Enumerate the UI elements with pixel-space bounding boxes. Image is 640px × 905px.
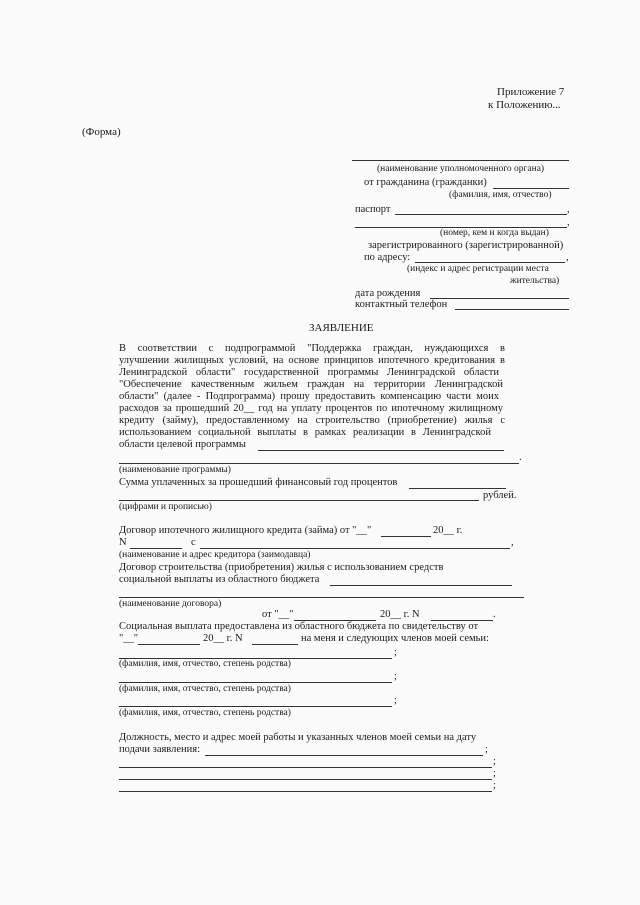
from-citizen-label: от гражданина (гражданки): [364, 177, 487, 188]
passport-field[interactable]: [395, 214, 567, 215]
intro-line: В соответствии с подпрограммой "Поддержка граждан, нуждающихся в: [119, 343, 505, 354]
citizen-name-field[interactable]: [493, 188, 569, 189]
appendix-number: Приложение 7: [497, 86, 565, 98]
work-field[interactable]: [205, 755, 483, 756]
family-member-field[interactable]: [119, 706, 392, 707]
program-period: .: [519, 452, 522, 463]
passport-comma-2: ,: [567, 217, 570, 228]
passport-hint: (номер, кем и когда выдан): [440, 228, 549, 238]
loan-contract-label: Договор ипотечного жилищного кредита (займа) от "__": [119, 525, 372, 536]
construction-contract-label: Договор строительства (приобретения) жилья с использованием средств: [119, 562, 444, 573]
payment-date-open: "__": [119, 633, 139, 644]
family-members-label: на меня и следующих членов моей семьи:: [301, 633, 489, 644]
intro-line: кредиту (займу), предоставленному на строительство (приобретение) жилья с: [119, 415, 505, 426]
work-field[interactable]: [119, 767, 492, 768]
creditor-field[interactable]: [200, 548, 510, 549]
work-label-2: подачи заявления:: [119, 744, 201, 755]
construction-contract-label-2: социальной выплаты из областного бюджета: [119, 574, 320, 585]
work-semicolon: ;: [493, 780, 496, 791]
digits-hint: (цифрами и прописью): [119, 502, 212, 512]
loan-date-field[interactable]: [381, 536, 431, 537]
intro-line: "Обеспечение качественным жильем граждан на территории Ленинградской: [119, 379, 503, 390]
work-semicolon: ;: [493, 768, 496, 779]
birth-date-field[interactable]: [430, 298, 569, 299]
contract-year-label: 20__ г. N: [380, 609, 420, 620]
loan-year-label: 20__ г.: [433, 525, 463, 536]
payment-year-label: 20__ г. N: [203, 633, 243, 644]
family-semicolon: ;: [394, 671, 397, 682]
interest-sum-field-line2[interactable]: [119, 500, 479, 501]
interest-label: Сумма уплаченных за прошедший финансовый год процентов: [119, 477, 398, 488]
phone-field[interactable]: [455, 309, 569, 310]
address-field[interactable]: [415, 262, 565, 263]
intro-line: расходов за прошедший 20__ год на уплату процентов по ипотечному жилищному: [119, 403, 503, 414]
registered-label: зарегистрированного (зарегистрированной): [368, 240, 564, 251]
phone-label: контактный телефон: [355, 299, 448, 310]
document-title: ЗАЯВЛЕНИЕ: [309, 322, 374, 334]
creditor-comma: ,: [511, 537, 514, 548]
contract-name-field-line2[interactable]: [119, 597, 524, 598]
birth-date-label: дата рождения: [355, 288, 421, 299]
address-hint-2: жительства): [510, 276, 560, 286]
work-field[interactable]: [119, 791, 492, 792]
contract-period: .: [493, 609, 496, 620]
address-comma: ,: [566, 252, 569, 263]
creditor-hint: (наименование и адрес кредитора (заимодавца): [119, 550, 311, 560]
work-label: Должность, место и адрес моей работы и указанных членов моей семьи на дату: [119, 732, 477, 743]
work-semicolon: ;: [485, 744, 488, 755]
form-label: (Форма): [82, 126, 121, 138]
intro-line: использованием социальной выплаты в рамках реализации в Ленинградской: [119, 427, 491, 438]
payment-label: Социальная выплата предоставлена из областного бюджета по свидетельству от: [119, 621, 479, 632]
program-hint: (наименование программы): [119, 465, 231, 475]
authority-hint: (наименование уполномоченного органа): [377, 164, 545, 174]
program-name-field-line2[interactable]: [119, 463, 519, 464]
intro-line: области" (далее - Подпрограмма) прошу предоставить компенсацию части моих: [119, 391, 499, 402]
address-hint-1: (индекс и адрес регистрации места: [407, 264, 549, 274]
regulation-reference: к Положению...: [488, 99, 561, 111]
family-hint: (фамилия, имя, отчество, степень родства): [119, 659, 291, 669]
family-hint: (фамилия, имя, отчество, степень родства): [119, 708, 291, 718]
certificate-date-field[interactable]: [138, 644, 200, 645]
loan-number-label: N: [119, 537, 127, 548]
contract-name-field[interactable]: [330, 585, 512, 586]
loan-with-label: с: [191, 537, 196, 548]
family-semicolon: ;: [394, 647, 397, 658]
passport-label: паспорт: [355, 204, 391, 215]
family-member-field[interactable]: [119, 682, 392, 683]
intro-line: Ленинградской области" государственной программы Ленинградской области: [119, 367, 499, 378]
loan-number-field[interactable]: [130, 548, 182, 549]
program-name-field[interactable]: [258, 450, 504, 451]
work-field[interactable]: [119, 779, 492, 780]
fio-hint: (фамилия, имя, отчество): [449, 190, 552, 200]
contract-date-label: от "__": [262, 609, 294, 620]
rubles-label: рублей.: [483, 490, 517, 501]
intro-line: улучшении жилищных условий, на основе принципов ипотечного кредитования в: [119, 355, 505, 366]
family-hint: (фамилия, имя, отчество, степень родства): [119, 684, 291, 694]
authority-name-field[interactable]: [352, 160, 569, 161]
intro-line: области целевой программы: [119, 439, 246, 450]
certificate-number-field[interactable]: [252, 644, 298, 645]
work-semicolon: ;: [493, 756, 496, 767]
passport-comma: ,: [567, 204, 570, 215]
contract-hint: (наименование договора): [119, 599, 222, 609]
family-semicolon: ;: [394, 695, 397, 706]
address-label: по адресу:: [364, 252, 411, 263]
interest-sum-field[interactable]: [409, 488, 506, 489]
